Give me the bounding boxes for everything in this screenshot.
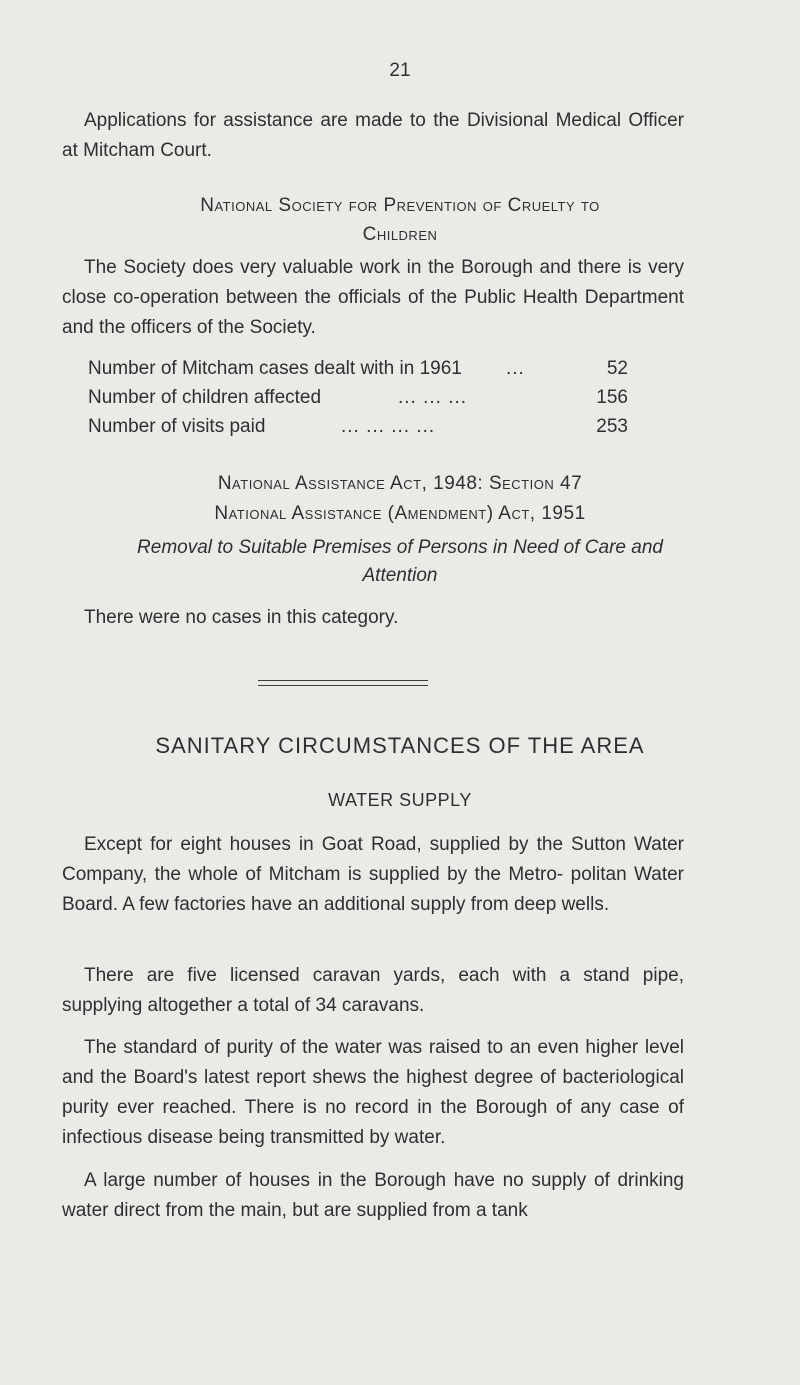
stat-dots: ... ... ... ...: [341, 416, 436, 437]
water-supply-heading: WATER SUPPLY: [328, 790, 472, 810]
water-paragraph-4: A large number of houses in the Borough have no supply of drinking water direct from the main, but are supplied from a tank: [62, 1170, 684, 1221]
assistance-act-heading-line1: National Assistance Act, 1948: Section 47: [217, 473, 583, 494]
nspcc-paragraph: The Society does very valuable work in the Borough and there is very close co-operation between the officials of the Public Health Department and the officers of the Society.: [62, 257, 684, 338]
water-paragraph-3: The standard of purity of the water was raised to an even higher level and the Board's latest report shews the highest degree of bacteriological purity ever reached. There is no record in the Borough of any case of infectious disease being transmitted by water.: [62, 1037, 684, 1148]
stat-dots: ...: [506, 358, 525, 379]
page-number: 21: [389, 60, 411, 81]
stat-dots: ... ... ...: [398, 387, 468, 408]
removal-subheading-line2: Attention: [362, 565, 438, 586]
intro-paragraph: Applications for assistance are made to the Divisional Medical Officer at Mitcham Court.: [62, 110, 684, 161]
stat-value: 253: [596, 416, 628, 437]
stat-value: 52: [606, 358, 628, 379]
section-divider-bottom: [258, 685, 428, 686]
nspcc-heading-line2: Children: [362, 224, 438, 245]
no-cases-paragraph: There were no cases in this category.: [84, 607, 399, 628]
removal-subheading-line1: Removal to Suitable Premises of Persons in Need of Care and: [137, 537, 663, 558]
nspcc-heading-line1: National Society for Prevention of Cruelty to: [200, 195, 600, 216]
stat-row-children: [88, 385, 628, 411]
stat-label: Number of visits paid: [88, 416, 266, 437]
sanitary-section-title: SANITARY CIRCUMSTANCES OF THE AREA: [155, 733, 645, 758]
water-paragraph-1: Except for eight houses in Goat Road, supplied by the Sutton Water Company, the whole of Mitcham is supplied by the Metro- politan Water Board. A few factories have an additional supply from deep wells.: [62, 834, 684, 915]
stat-row-cases: [88, 356, 628, 382]
stat-label: Number of children affected: [88, 387, 322, 408]
assistance-act-heading-line2: National Assistance (Amendment) Act, 1951: [214, 503, 586, 524]
section-divider-top: [258, 680, 428, 681]
stat-row-visits: [88, 414, 628, 440]
stat-label: Number of Mitcham cases dealt with in 1961: [88, 358, 462, 379]
water-paragraph-2: There are five licensed caravan yards, each with a stand pipe, supplying altogether a total of 34 caravans.: [62, 965, 684, 1016]
stat-value: 156: [596, 387, 628, 408]
